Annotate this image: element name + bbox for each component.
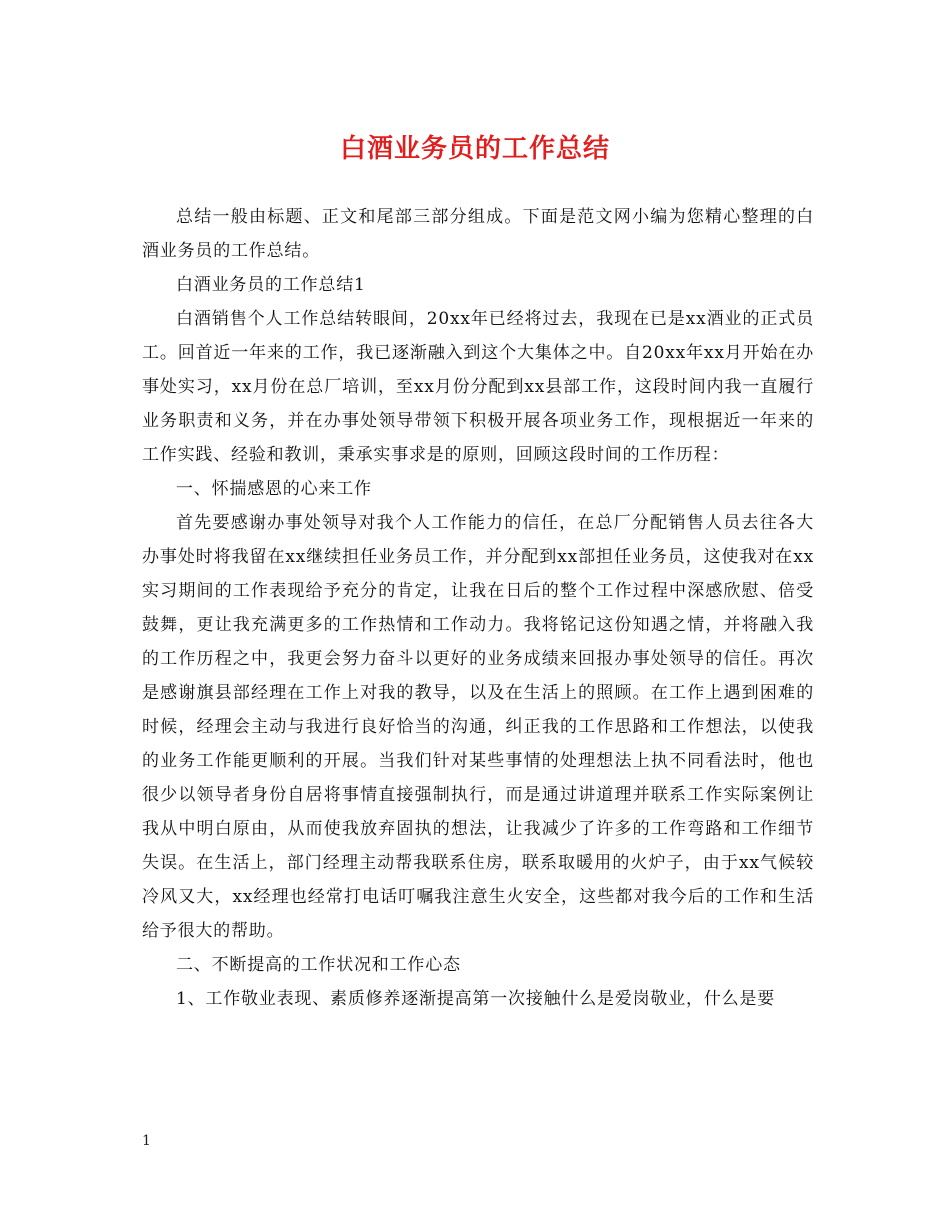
section-heading-2: 二、不断提高的工作状况和工作心态 [176,955,461,975]
section-heading-1: 一、怀揣感恩的心来工作 [176,479,372,499]
paragraph-gratitude: 首先要感谢办事处领导对我个人工作能力的信任，在总厂分配销售人员去往各大办事处时将我留在xx继续担任业务员工作，并分配到xx部担任业务员，这使我对在xx实习期间的工作表现给予充分的肯定，让我在日后的整个工作过程中深感欣慰、倍受鼓舞，更让我充满更多的工作热情和工作动力。我将铭记这份知遇之情，并将融入我的工作历程之中，我更会努力奋斗以更好的业务成绩来回报办事处领导的信任。再次是感谢旗县部经理在工作上对我的教导，以及在生活上的照顾。在工作上遇到困难的时候，经理会主动与我进行良好恰当的沟通，纠正我的工作思路和工作想法，以使我的业务工作能更顺利的开展。当我们针对某些事情的处理想法上执不同看法时，他也很少以领导者身份自居将事情直接强制执行，而是通过讲道理并联系工作实际案例让我从中明白原由，从而使我放弃固执的想法，让我减少了许多的工作弯路和工作细节失误。在生活上，部门经理主动帮我联系住房，联系取暖用的火炉子，由于xx气候较冷风又大，xx经理也经常打电话叮嘱我注意生火安全，这些都对我今后的工作和生活给予很大的帮助。 [142,513,814,941]
document-body [142,200,814,1016]
paragraph-opening: 白酒销售个人工作总结转眼间，20xx年已经将过去，我现在已是xx酒业的正式员工。回首近一年来的工作，我已逐渐融入到这个大集体之中。自20xx年xx月开始在办事处实习，xx月份在总厂培训，至xx月份分配到xx县部工作，这段时间内我一直履行业务职责和义务，并在办事处领导带领下积极开展各项业务工作，现根据近一年来的工作实践、经验和教训，秉承实事求是的原则，回顾这段时间的工作历程： [142,309,814,465]
paragraph-intro: 总结一般由标题、正文和尾部三部分组成。下面是范文网小编为您精心整理的白酒业务员的工作总结。 [142,207,814,261]
paragraph-work-attitude: 1、工作敬业表现、素质修养逐渐提高第一次接触什么是爱岗敬业，什么是要 [176,989,776,1009]
document-title: 白酒业务员的工作总结 [339,134,610,164]
page-number: 1 [142,1133,151,1149]
paragraph-subtitle: 白酒业务员的工作总结1 [176,275,366,295]
